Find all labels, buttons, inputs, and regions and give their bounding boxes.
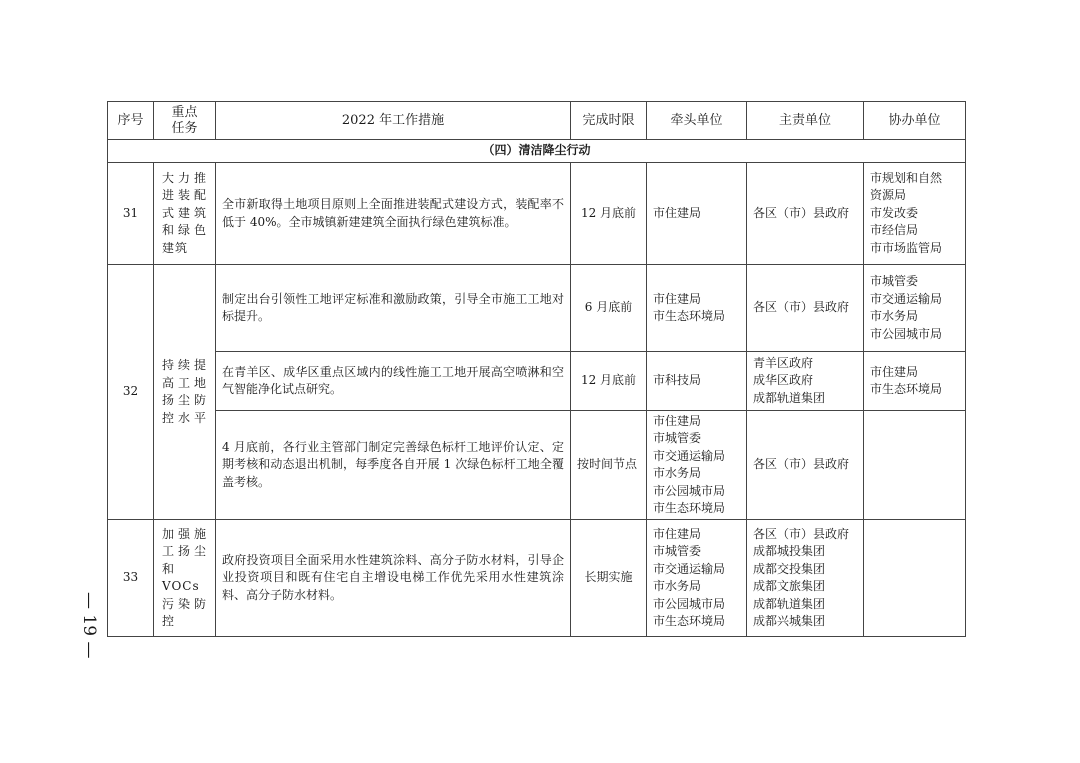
lead-item: 市城管委 — [653, 431, 702, 445]
row-assist — [864, 352, 966, 411]
task-line: 加强施 — [162, 526, 207, 541]
row-deadline: 长期实施 — [571, 520, 647, 637]
row-lead: 市住建局 — [647, 163, 747, 265]
page-number: — 19 — — [79, 592, 99, 659]
row-task — [154, 265, 216, 520]
lead-item: 市公园城市局 — [653, 483, 726, 498]
header-main: 主责单位 — [747, 102, 864, 140]
section-row — [108, 140, 966, 163]
assist-item: 市市场监管局 — [870, 240, 943, 255]
assist-item: 市交通运输局 — [870, 291, 943, 306]
lead-item: 市水务局 — [653, 579, 702, 593]
lead-item: 市水务局 — [653, 466, 702, 480]
task-line: 污染防 — [162, 596, 207, 611]
row-measure: 制定出台引领性工地评定标准和激励政策，引导全市施工工地对标提升。 — [216, 265, 571, 352]
main-item: 成都轨道集团 — [753, 596, 826, 611]
header-deadline: 完成时限 — [571, 102, 647, 140]
task-line: 进装配 — [162, 188, 207, 203]
main-item: 成都兴城集团 — [753, 614, 826, 628]
row-assist — [864, 520, 966, 637]
lead-item: 市公园城市局 — [653, 596, 726, 611]
row-task — [154, 163, 216, 265]
row-task — [154, 520, 216, 637]
table-row — [108, 265, 966, 352]
assist-item: 市发改委 — [870, 205, 919, 220]
header-row — [108, 102, 966, 140]
assist-item: 市水务局 — [870, 309, 919, 323]
main-item: 成都文旅集团 — [753, 579, 826, 593]
row-main — [747, 520, 864, 637]
section-title: （四）清洁降尘行动 — [108, 140, 966, 163]
row-seq: 32 — [108, 265, 154, 520]
lead-item: 市住建局 — [653, 413, 702, 428]
row-assist — [864, 163, 966, 265]
row-seq: 31 — [108, 163, 154, 265]
assist-item: 市城管委 — [870, 274, 919, 288]
row-seq: 33 — [108, 520, 154, 637]
row-deadline: 12 月底前 — [571, 352, 647, 411]
main-item: 成都轨道集团 — [753, 390, 826, 405]
main-item: 成华区政府 — [753, 373, 814, 388]
assist-item: 市经信局 — [870, 223, 919, 238]
main-item: 青羊区政府 — [753, 355, 814, 370]
assist-item: 市规划和自然 — [870, 170, 943, 185]
lead-item: 市生态环境局 — [653, 309, 726, 323]
task-line: 工扬尘 — [162, 544, 207, 558]
table-row — [108, 520, 966, 637]
row-assist — [864, 411, 966, 520]
row-measure: 4 月底前，各行业主管部门制定完善绿色标杆工地评价认定、定期考核和动态退出机制，每季度各自开展 1 次绿色标杆工地全覆盖考核。 — [216, 411, 571, 520]
row-lead — [647, 520, 747, 637]
assist-item: 市公园城市局 — [870, 326, 943, 341]
task-line: 控水平 — [162, 410, 207, 425]
row-deadline: 12 月底前 — [571, 163, 647, 265]
lead-item: 市住建局 — [653, 526, 702, 541]
row-lead — [647, 265, 747, 352]
lead-item: 市交通运输局 — [653, 448, 726, 463]
row-main: 各区（市）县政府 — [747, 163, 864, 265]
task-line: 持续提 — [162, 358, 207, 372]
row-lead: 市科技局 — [647, 352, 747, 411]
lead-item: 市城管委 — [653, 544, 702, 558]
main-item: 成都城投集团 — [753, 544, 826, 558]
row-deadline: 按时间节点 — [571, 411, 647, 520]
main-item: 成都交投集团 — [753, 561, 826, 576]
row-lead — [647, 411, 747, 520]
assist-item: 资源局 — [870, 188, 907, 203]
assist-item: 市住建局 — [870, 364, 919, 379]
header-task-line: 重点 — [171, 104, 198, 120]
row-main: 各区（市）县政府 — [747, 265, 864, 352]
lead-item: 市生态环境局 — [653, 501, 726, 515]
header-measures: 2022 年工作措施 — [216, 102, 571, 140]
header-task-line: 任务 — [171, 120, 198, 136]
task-line: 大力推 — [162, 170, 207, 185]
header-task — [154, 102, 216, 140]
row-measure: 政府投资项目全面采用水性建筑涂料、高分子防水材料，引导企业投资项目和既有住宅自主增设电梯工作优先采用水性建筑涂料、高分子防水材料。 — [216, 520, 571, 637]
table-row — [108, 163, 966, 265]
lead-item: 市住建局 — [653, 291, 702, 306]
row-measure: 在青羊区、成华区重点区域内的线性施工工地开展高空喷淋和空气智能净化试点研究。 — [216, 352, 571, 411]
row-main — [747, 352, 864, 411]
lead-item: 市生态环境局 — [653, 614, 726, 628]
row-assist — [864, 265, 966, 352]
task-line: 高工地 — [162, 375, 207, 390]
assist-item: 市生态环境局 — [870, 382, 943, 396]
task-line: 式建筑 — [162, 205, 207, 220]
task-line: 和绿色 — [162, 223, 207, 238]
task-line: 建筑 — [162, 240, 189, 255]
header-seq: 序号 — [108, 102, 154, 140]
table-row — [108, 411, 966, 520]
table-row — [108, 352, 966, 411]
row-measure: 全市新取得土地项目原则上全面推进装配式建设方式，装配率不低于 40%。全市城镇新建建筑全面执行绿色建筑标准。 — [216, 163, 571, 265]
lead-item: 市交通运输局 — [653, 561, 726, 576]
row-main: 各区（市）县政府 — [747, 411, 864, 520]
task-line: 控 — [162, 614, 176, 628]
main-item: 各区（市）县政府 — [753, 526, 850, 541]
header-assist: 协办单位 — [864, 102, 966, 140]
task-line: 扬尘防 — [162, 393, 207, 407]
header-lead: 牵头单位 — [647, 102, 747, 140]
row-deadline: 6 月底前 — [571, 265, 647, 352]
task-line: 和 VOCs — [162, 561, 200, 593]
work-measures-table — [107, 101, 966, 637]
